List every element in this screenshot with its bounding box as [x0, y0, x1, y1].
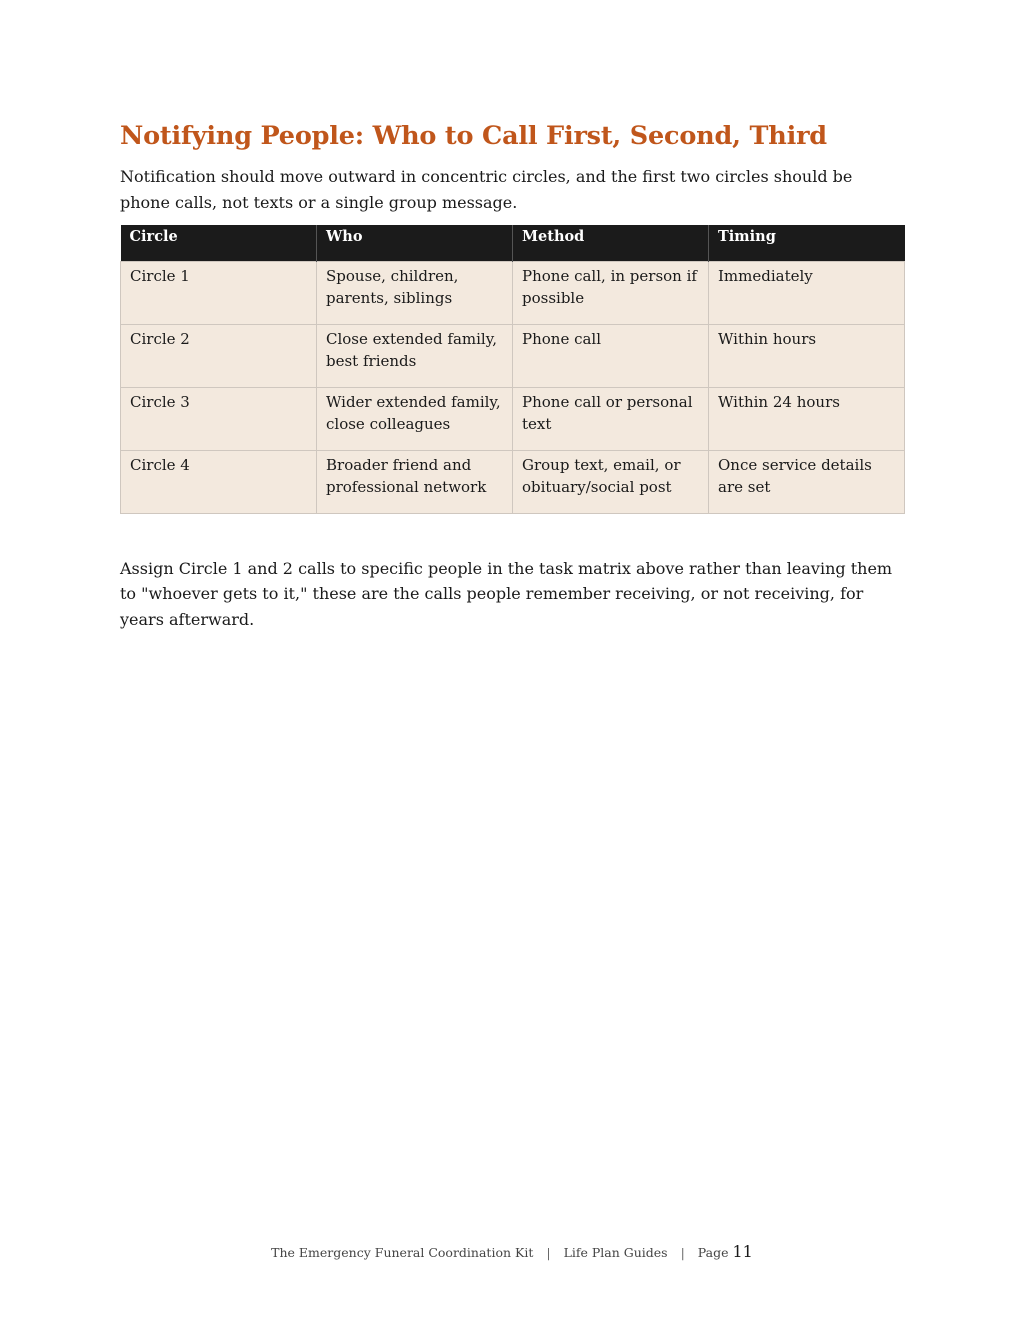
cell-method: Phone call	[513, 324, 709, 387]
header-method: Method	[513, 225, 709, 261]
cell-method: Phone call or personal text	[513, 387, 709, 450]
notification-circles-table	[120, 225, 905, 514]
table-row	[121, 450, 905, 513]
cell-timing: Once service details are set	[709, 450, 905, 513]
cell-circle: Circle 1	[121, 261, 317, 324]
footer-doc-title: The Emergency Funeral Coordination Kit	[271, 1245, 534, 1260]
cell-timing: Within hours	[709, 324, 905, 387]
page-content	[120, 118, 904, 632]
cell-who: Wider extended family, close colleagues	[317, 387, 513, 450]
cell-who: Spouse, children, parents, siblings	[317, 261, 513, 324]
cell-circle: Circle 3	[121, 387, 317, 450]
cell-who: Close extended family, best friends	[317, 324, 513, 387]
header-timing: Timing	[709, 225, 905, 261]
footer-separator: |	[546, 1245, 551, 1260]
table-row	[121, 387, 905, 450]
cell-timing: Within 24 hours	[709, 387, 905, 450]
cell-circle: Circle 4	[121, 450, 317, 513]
cell-timing: Immediately	[709, 261, 905, 324]
table-row	[121, 324, 905, 387]
cell-circle: Circle 2	[121, 324, 317, 387]
header-who: Who	[317, 225, 513, 261]
footer-page-label: Page	[697, 1245, 729, 1260]
footer-separator: |	[680, 1245, 685, 1260]
header-circle: Circle	[121, 225, 317, 261]
closing-paragraph: Assign Circle 1 and 2 calls to specific people in the task matrix above rather than leaving them to "whoever gets to it," these are the calls people remember receiving, or not receiving, for years afterward.	[120, 558, 893, 629]
table-header-row	[121, 225, 905, 261]
cell-method: Group text, email, or obituary/social post	[513, 450, 709, 513]
page-footer	[0, 1242, 1024, 1261]
page-heading: Notifying People: Who to Call First, Second, Third	[120, 121, 827, 151]
footer-series: Life Plan Guides	[563, 1245, 668, 1260]
intro-paragraph: Notification should move outward in concentric circles, and the first two circles should be phone calls, not texts or a single group message.	[120, 167, 853, 212]
footer-page-number: 11	[732, 1242, 753, 1261]
cell-who: Broader friend and professional network	[317, 450, 513, 513]
table-row	[121, 261, 905, 324]
cell-method: Phone call, in person if possible	[513, 261, 709, 324]
